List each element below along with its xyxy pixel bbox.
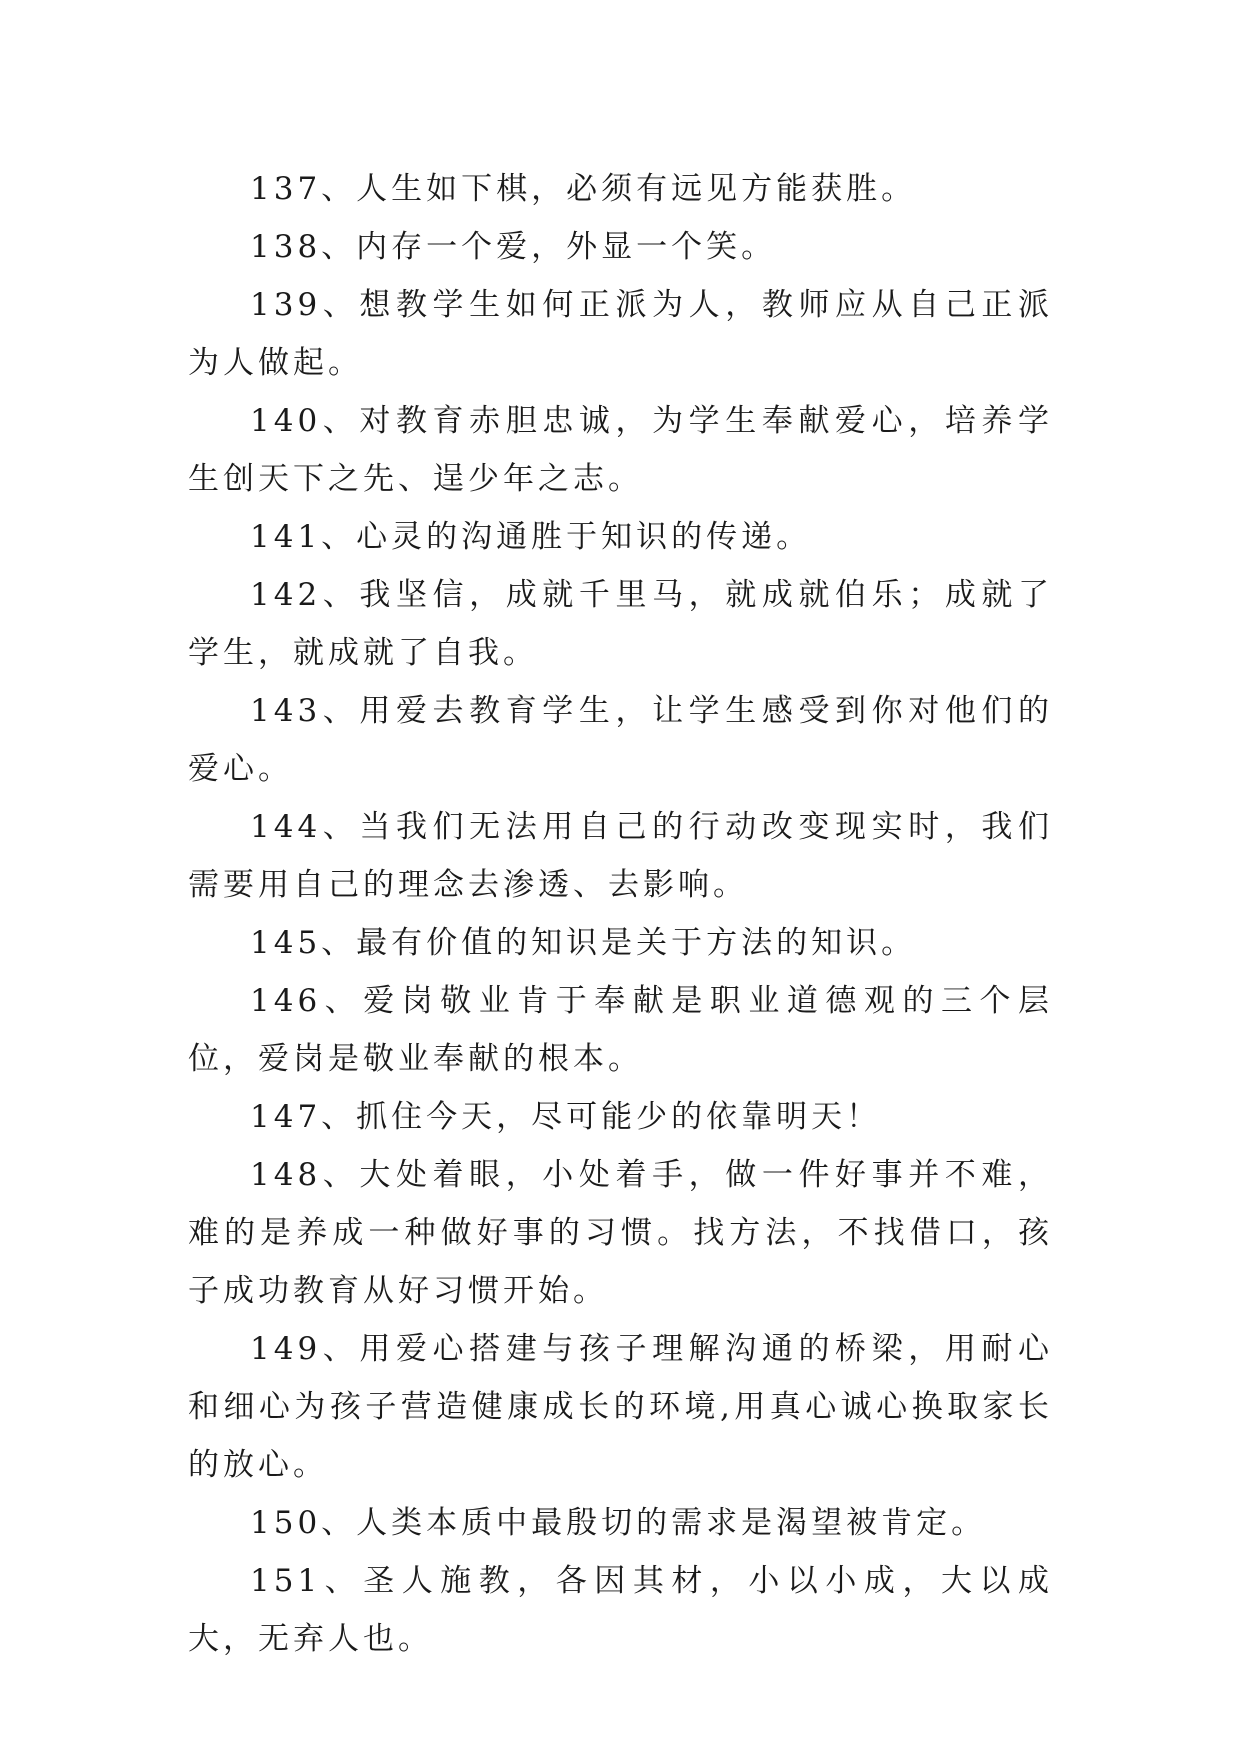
paragraph-137: 137、人生如下棋，必须有远见方能获胜。 — [250, 171, 917, 207]
paragraph-149: 149、用爱心搭建与孩子理解沟通的桥梁，用耐心和细心为孩子营造健康成长的环境,用真心诚心换取家长的放心。 — [188, 1331, 1053, 1483]
paragraph-147: 147、抓住今天，尽可能少的依靠明天！ — [250, 1099, 882, 1135]
paragraph-139: 139、想教学生如何正派为人，教师应从自己正派为人做起。 — [188, 287, 1053, 381]
document-body — [188, 160, 1053, 1668]
paragraph-145: 145、最有价值的知识是关于方法的知识。 — [250, 925, 917, 961]
paragraph-141: 141、心灵的沟通胜于知识的传递。 — [250, 519, 812, 555]
paragraph-148: 148、大处着眼，小处着手，做一件好事并不难，难的是养成一种做好事的习惯。找方法，不找借口，孩子成功教育从好习惯开始。 — [188, 1157, 1053, 1309]
paragraph-140: 140、对教育赤胆忠诚，为学生奉献爱心，培养学生创天下之先、逞少年之志。 — [188, 403, 1053, 497]
paragraph-138: 138、内存一个爱，外显一个笑。 — [250, 229, 777, 265]
paragraph-150: 150、人类本质中最殷切的需求是渴望被肯定。 — [250, 1505, 987, 1541]
paragraph-146: 146、爱岗敬业肯于奉献是职业道德观的三个层位，爱岗是敬业奉献的根本。 — [188, 983, 1053, 1077]
paragraph-144: 144、当我们无法用自己的行动改变现实时，我们需要用自己的理念去渗透、去影响。 — [188, 809, 1053, 903]
paragraph-151: 151、圣人施教，各因其材，小以小成，大以成大，无弃人也。 — [188, 1563, 1053, 1657]
paragraph-143: 143、用爱去教育学生，让学生感受到你对他们的爱心。 — [188, 693, 1053, 787]
paragraph-142: 142、我坚信，成就千里马，就成就伯乐；成就了学生，就成就了自我。 — [188, 577, 1053, 671]
